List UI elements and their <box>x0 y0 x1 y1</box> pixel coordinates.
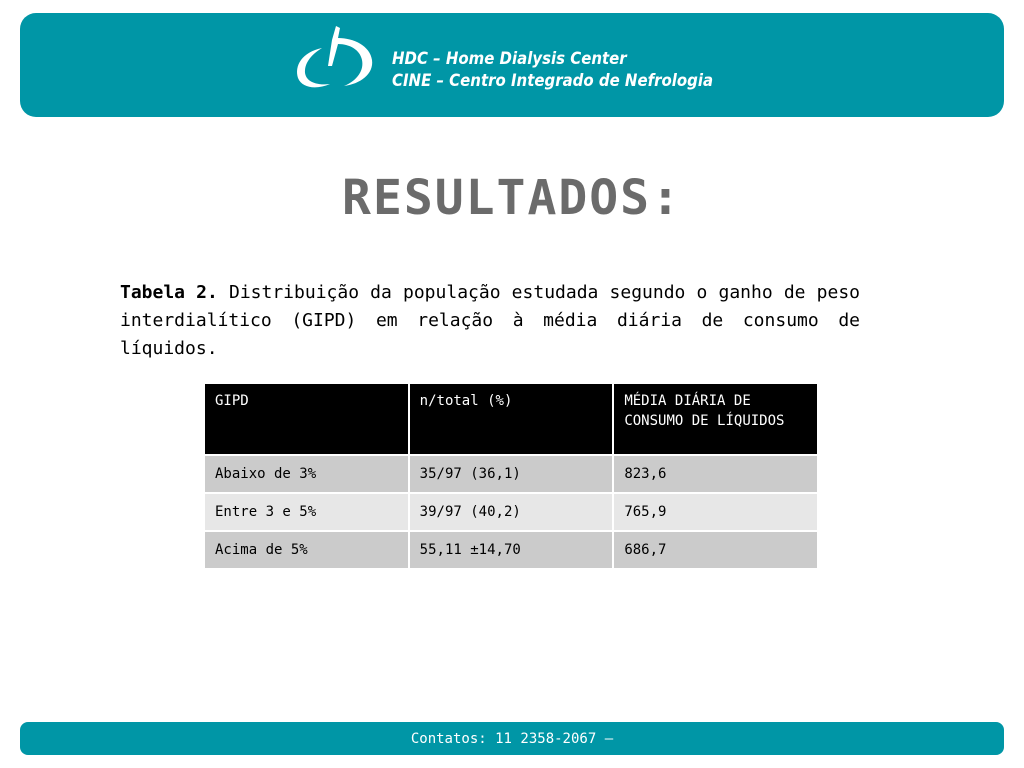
brand-line-hdc: HDC – Home Dialysis Center <box>392 49 627 69</box>
header-banner <box>20 13 1004 117</box>
cell-media: 823,6 <box>613 455 818 493</box>
table-row <box>204 531 818 569</box>
header-media-consumo: MÉDIA DIÁRIA DE CONSUMO DE LÍQUIDOS <box>613 383 818 455</box>
table-row <box>204 455 818 493</box>
table-row <box>204 493 818 531</box>
footer-contact: Contatos: 11 2358-2067 – <box>410 731 614 747</box>
cell-n-total: 39/97 (40,2) <box>409 493 614 531</box>
table-header-row <box>204 383 818 455</box>
cell-gipd: Entre 3 e 5% <box>204 493 409 531</box>
cell-n-total: 35/97 (36,1) <box>409 455 614 493</box>
cell-gipd: Abaixo de 3% <box>204 455 409 493</box>
cell-media: 686,7 <box>613 531 818 569</box>
results-table <box>203 382 819 570</box>
header-n-total: n/total (%) <box>409 383 614 455</box>
caption-text: Distribuição da população estudada segundo o ganho de peso interdialítico (GIPD) em relação à média diária de consumo de líquidos. <box>120 282 860 359</box>
cell-gipd: Acima de 5% <box>204 531 409 569</box>
page-title: RESULTADOS: <box>342 170 682 226</box>
header-gipd: GIPD <box>204 383 409 455</box>
cell-media: 765,9 <box>613 493 818 531</box>
footer-banner <box>20 722 1004 755</box>
table-caption <box>120 279 860 363</box>
caption-label: Tabela 2. <box>120 282 218 303</box>
hdc-logo-icon <box>292 26 380 96</box>
cell-n-total: 55,11 ±14,70 <box>409 531 614 569</box>
brand-line-cine: CINE – Centro Integrado de Nefrologia <box>392 71 714 91</box>
brand-text <box>392 48 713 92</box>
